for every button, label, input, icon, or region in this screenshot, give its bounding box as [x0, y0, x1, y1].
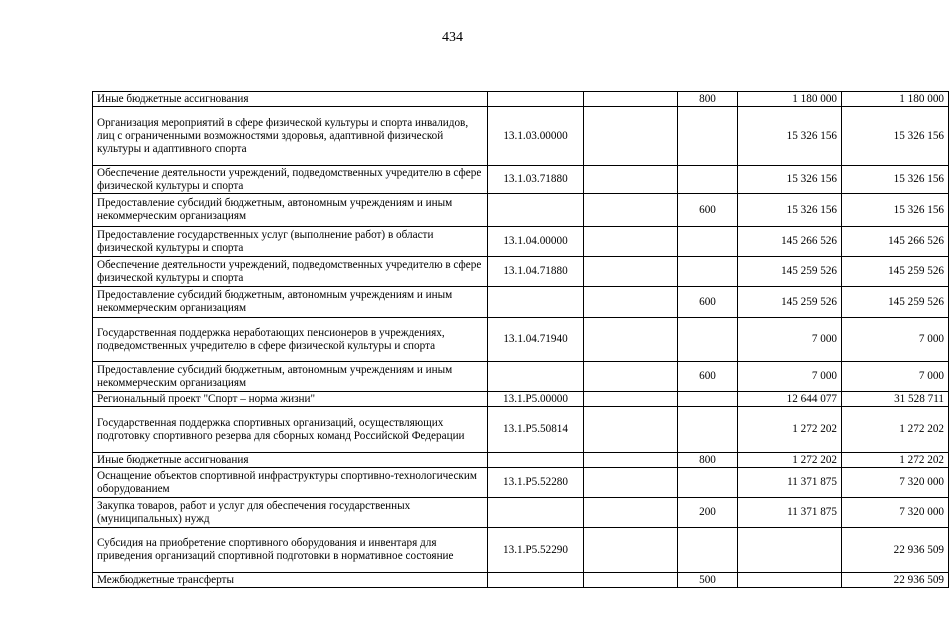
row-amount-1: 15 326 156 — [738, 194, 842, 227]
row-subcode — [584, 92, 678, 107]
row-amount-1: 7 000 — [738, 362, 842, 392]
row-amount-1 — [738, 573, 842, 588]
row-code: 13.1.04.00000 — [488, 227, 584, 257]
row-amount-2: 1 180 000 — [842, 92, 949, 107]
table-row — [93, 528, 949, 573]
row-expense-type — [678, 166, 738, 194]
row-code — [488, 194, 584, 227]
row-expense-type — [678, 107, 738, 166]
row-name: Государственная поддержка спортивных организаций, осуществляющих подготовку спортивного резерва для сборных команд Российской Федерации — [93, 407, 488, 453]
row-subcode — [584, 227, 678, 257]
row-name: Оснащение объектов спортивной инфраструктуры спортивно-технологическим оборудованием — [93, 468, 488, 498]
table-row — [93, 453, 949, 468]
budget-table — [92, 91, 949, 588]
row-code — [488, 453, 584, 468]
row-expense-type: 500 — [678, 573, 738, 588]
row-expense-type — [678, 227, 738, 257]
row-expense-type: 200 — [678, 498, 738, 528]
table-row — [93, 227, 949, 257]
row-expense-type — [678, 468, 738, 498]
table-row — [93, 498, 949, 528]
row-name: Иные бюджетные ассигнования — [93, 453, 488, 468]
row-subcode — [584, 166, 678, 194]
row-name: Субсидия на приобретение спортивного оборудования и инвентаря для приведения организаций спортивной подготовки в нормативное состояние — [93, 528, 488, 573]
table-row — [93, 407, 949, 453]
row-name: Иные бюджетные ассигнования — [93, 92, 488, 107]
row-amount-2: 7 320 000 — [842, 468, 949, 498]
row-code: 13.1.P5.52280 — [488, 468, 584, 498]
row-code — [488, 92, 584, 107]
row-subcode — [584, 453, 678, 468]
row-code: 13.1.03.71880 — [488, 166, 584, 194]
row-expense-type — [678, 257, 738, 287]
row-amount-2: 15 326 156 — [842, 107, 949, 166]
row-amount-1: 145 259 526 — [738, 257, 842, 287]
table-row — [93, 392, 949, 407]
row-expense-type — [678, 318, 738, 362]
row-amount-1: 145 266 526 — [738, 227, 842, 257]
row-amount-1: 15 326 156 — [738, 107, 842, 166]
row-amount-2: 22 936 509 — [842, 528, 949, 573]
row-expense-type — [678, 392, 738, 407]
row-name: Организация мероприятий в сфере физической культуры и спорта инвалидов, лиц с ограниченными возможностями здоровья, адаптивной физической культуры и адаптивного спорта — [93, 107, 488, 166]
row-amount-2: 15 326 156 — [842, 166, 949, 194]
row-subcode — [584, 468, 678, 498]
row-amount-1: 12 644 077 — [738, 392, 842, 407]
table-row — [93, 287, 949, 318]
row-name: Предоставление субсидий бюджетным, автономным учреждениям и иным некоммерческим организациям — [93, 194, 488, 227]
table-row — [93, 362, 949, 392]
table-row — [93, 573, 949, 588]
row-subcode — [584, 287, 678, 318]
table-row — [93, 194, 949, 227]
row-expense-type — [678, 528, 738, 573]
row-amount-2: 22 936 509 — [842, 573, 949, 588]
row-amount-2: 145 266 526 — [842, 227, 949, 257]
table-row — [93, 166, 949, 194]
row-expense-type: 600 — [678, 194, 738, 227]
row-subcode — [584, 498, 678, 528]
row-name: Межбюджетные трансферты — [93, 573, 488, 588]
row-amount-2: 31 528 711 — [842, 392, 949, 407]
row-code — [488, 287, 584, 318]
row-amount-2: 7 000 — [842, 362, 949, 392]
row-amount-1: 1 272 202 — [738, 453, 842, 468]
row-name: Закупка товаров, работ и услуг для обеспечения государственных (муниципальных) нужд — [93, 498, 488, 528]
row-amount-2: 7 320 000 — [842, 498, 949, 528]
table-row — [93, 92, 949, 107]
row-amount-1: 15 326 156 — [738, 166, 842, 194]
row-expense-type: 600 — [678, 287, 738, 318]
row-code — [488, 362, 584, 392]
row-amount-2: 145 259 526 — [842, 257, 949, 287]
row-amount-1: 1 272 202 — [738, 407, 842, 453]
row-subcode — [584, 407, 678, 453]
row-code: 13.1.P5.00000 — [488, 392, 584, 407]
row-code — [488, 498, 584, 528]
row-amount-2: 1 272 202 — [842, 407, 949, 453]
row-code: 13.1.04.71940 — [488, 318, 584, 362]
row-name: Предоставление субсидий бюджетным, автономным учреждениям и иным некоммерческим организациям — [93, 362, 488, 392]
row-amount-2: 15 326 156 — [842, 194, 949, 227]
row-name: Обеспечение деятельности учреждений, подведомственных учредителю в сфере физической культуры и спорта — [93, 166, 488, 194]
row-amount-1: 11 371 875 — [738, 468, 842, 498]
row-expense-type — [678, 407, 738, 453]
row-name: Государственная поддержка неработающих пенсионеров в учреждениях, подведомственных учредителю в сфере физической культуры и спорта — [93, 318, 488, 362]
row-name: Предоставление государственных услуг (выполнение работ) в области физической культуры и спорта — [93, 227, 488, 257]
table-row — [93, 257, 949, 287]
row-code: 13.1.P5.52290 — [488, 528, 584, 573]
table-row — [93, 318, 949, 362]
row-expense-type: 800 — [678, 453, 738, 468]
table-row — [93, 107, 949, 166]
row-amount-1: 145 259 526 — [738, 287, 842, 318]
row-code: 13.1.03.00000 — [488, 107, 584, 166]
row-code: 13.1.04.71880 — [488, 257, 584, 287]
row-name: Обеспечение деятельности учреждений, подведомственных учредителю в сфере физической культуры и спорта — [93, 257, 488, 287]
row-subcode — [584, 318, 678, 362]
table-row — [93, 468, 949, 498]
row-amount-2: 7 000 — [842, 318, 949, 362]
row-subcode — [584, 194, 678, 227]
row-code: 13.1.P5.50814 — [488, 407, 584, 453]
row-name: Предоставление субсидий бюджетным, автономным учреждениям и иным некоммерческим организациям — [93, 287, 488, 318]
row-amount-2: 145 259 526 — [842, 287, 949, 318]
row-subcode — [584, 257, 678, 287]
row-subcode — [584, 392, 678, 407]
row-amount-1: 7 000 — [738, 318, 842, 362]
row-amount-1 — [738, 528, 842, 573]
row-expense-type: 800 — [678, 92, 738, 107]
row-amount-2: 1 272 202 — [842, 453, 949, 468]
row-name: Региональный проект "Спорт – норма жизни" — [93, 392, 488, 407]
row-subcode — [584, 573, 678, 588]
row-amount-1: 11 371 875 — [738, 498, 842, 528]
row-amount-1: 1 180 000 — [738, 92, 842, 107]
row-code — [488, 573, 584, 588]
row-subcode — [584, 528, 678, 573]
page-number: 434 — [442, 30, 463, 45]
row-expense-type: 600 — [678, 362, 738, 392]
row-subcode — [584, 107, 678, 166]
row-subcode — [584, 362, 678, 392]
